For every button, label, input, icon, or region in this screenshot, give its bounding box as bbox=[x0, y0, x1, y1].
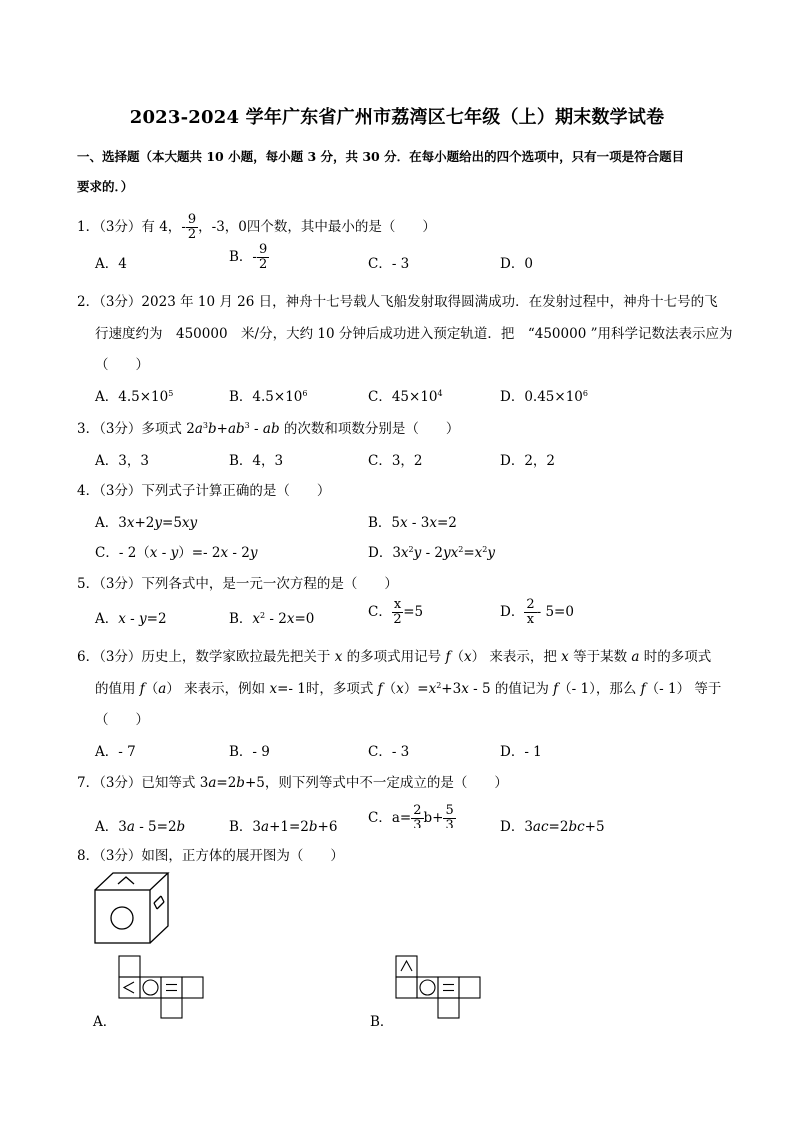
q8-option-b-label: B． bbox=[370, 1014, 394, 1030]
net-option-b bbox=[395, 955, 481, 1019]
q3-option-c: C．3，2 bbox=[368, 453, 423, 469]
q1-stem-pre: 1．（3分）有 4， bbox=[77, 219, 182, 235]
cube-figure bbox=[94, 872, 169, 944]
q2-option-b: B．$4.5\times 10^6$ bbox=[229, 389, 308, 405]
q7-option-c: C．a= $\frac{2}{3}$ b+ $\frac{5}{3}$ bbox=[368, 804, 454, 828]
less-than-symbol bbox=[124, 982, 134, 993]
section-heading-line2: 要求的．） bbox=[77, 179, 134, 194]
q5-option-b: B．$x^2 - 2x=0$ bbox=[229, 611, 315, 627]
q2-option-c: C．$45\times 10^4$ bbox=[368, 389, 443, 405]
question-5: 5．（3分）下列各式中，是一元一次方程的是（ ） bbox=[77, 576, 398, 592]
question-6-line3: （ ） bbox=[95, 712, 149, 728]
net-option-a bbox=[118, 955, 204, 1019]
question-7: 7．（3分）已知等式 3a=2b+5，则下列等式中不一定成立的是（ ） bbox=[77, 775, 508, 791]
question-4: 4．（3分）下列式子计算正确的是（ ） bbox=[77, 483, 331, 499]
question-2-line2: 行速度约为 450000 米/分，大约 10 分钟后成功进入预定轨道．把 “450000 ”用科学记数法表示应为 bbox=[95, 326, 733, 342]
circle-symbol bbox=[111, 907, 133, 929]
q1-option-a: A．4 bbox=[95, 256, 127, 272]
q3-option-d: D．2，2 bbox=[500, 453, 556, 469]
section-heading-line1: 一、选择题（本大题共 10 小题，每小题 3 分，共 30 分．在每小题给出的四个选项中，只有一项是符合题目 bbox=[77, 149, 685, 164]
question-6-line1: 6．（3分）历史上，数学家欧拉最先把关于 x 的多项式用记号 f（x） 来表示，把 x 等于某数 a 时的多项式 bbox=[77, 649, 712, 665]
q1-option-d: D．0 bbox=[500, 256, 533, 272]
q2-option-d: D．$0.45\times 10^6$ bbox=[500, 389, 588, 405]
q7-option-b: B．3a+1=2b+6 bbox=[229, 819, 338, 835]
question-1: 1．（3分）有 4，- $\frac{9}{2}$ ，-3，0四个数，其中最小的是（ ） bbox=[77, 212, 436, 242]
question-6-line2: 的值用 f（a） 来表示，例如 x=- 1时，多项式 $f(x)=x^2+3x - 5$ 的值记为 f（- 1），那么 f（- 1） 等于 bbox=[95, 681, 722, 697]
caret-symbol bbox=[118, 877, 134, 884]
circle-symbol bbox=[420, 980, 435, 995]
question-2-line1: 2．（3分）2023 年 10 月 26 日，神舟十七号载人飞船发射取得圆满成功．在发射过程中，神舟十七号的飞 bbox=[77, 294, 718, 310]
q4-option-c: C．- 2（x - y）=- 2x - 2y bbox=[95, 545, 258, 561]
caret-symbol bbox=[401, 961, 412, 971]
q5-option-c: C． $\frac{x}{2}$ =5 bbox=[368, 597, 424, 627]
q7-option-d: D．3ac=2bc+5 bbox=[500, 819, 605, 835]
q1-option-b: B．- $\frac{9}{2}$ bbox=[229, 242, 268, 272]
question-8: 8．（3分）如图，正方体的展开图为（ ） bbox=[77, 848, 344, 864]
q1-fraction: $\frac{9}{2}$ bbox=[187, 212, 197, 242]
q5-option-d: D． $\frac{2}{x}$ - 5=0 bbox=[500, 597, 574, 627]
q4-option-b: B．5x - 3x=2 bbox=[368, 515, 457, 531]
q3-option-b: B．4，3 bbox=[229, 453, 284, 469]
q3-option-a: A．3，3 bbox=[95, 453, 149, 469]
q4-option-d: D．$3x^2y - 2yx^2=x^2y$ bbox=[368, 545, 496, 561]
page-title: 2023-2024 学年广东省广州市荔湾区七年级（上）期末数学试卷 bbox=[129, 107, 665, 128]
q1-option-c: C．- 3 bbox=[368, 256, 410, 272]
q4-option-a: A．3x+2y=5xy bbox=[95, 515, 198, 531]
q2-option-a: A．$4.5\times 10^5$ bbox=[95, 389, 174, 405]
q6-option-a: A．- 7 bbox=[95, 744, 136, 760]
q6-option-b: B．- 9 bbox=[229, 744, 270, 760]
q6-option-c: C．- 3 bbox=[368, 744, 410, 760]
circle-symbol bbox=[143, 980, 158, 995]
question-2-line3: （ ） bbox=[95, 357, 149, 373]
q5-option-a: A．x - y=2 bbox=[95, 611, 167, 627]
q8-option-a-label: A． bbox=[93, 1014, 117, 1030]
q7-option-a: A．3a - 5=2b bbox=[95, 819, 186, 835]
q1-stem-post: ，-3，0四个数，其中最小的是（ ） bbox=[198, 219, 436, 235]
q6-option-d: D．- 1 bbox=[500, 744, 542, 760]
question-3: 3．（3分）多项式 $2a^3b+ab^3$ - ab 的次数和项数分别是（ ） bbox=[77, 421, 460, 437]
